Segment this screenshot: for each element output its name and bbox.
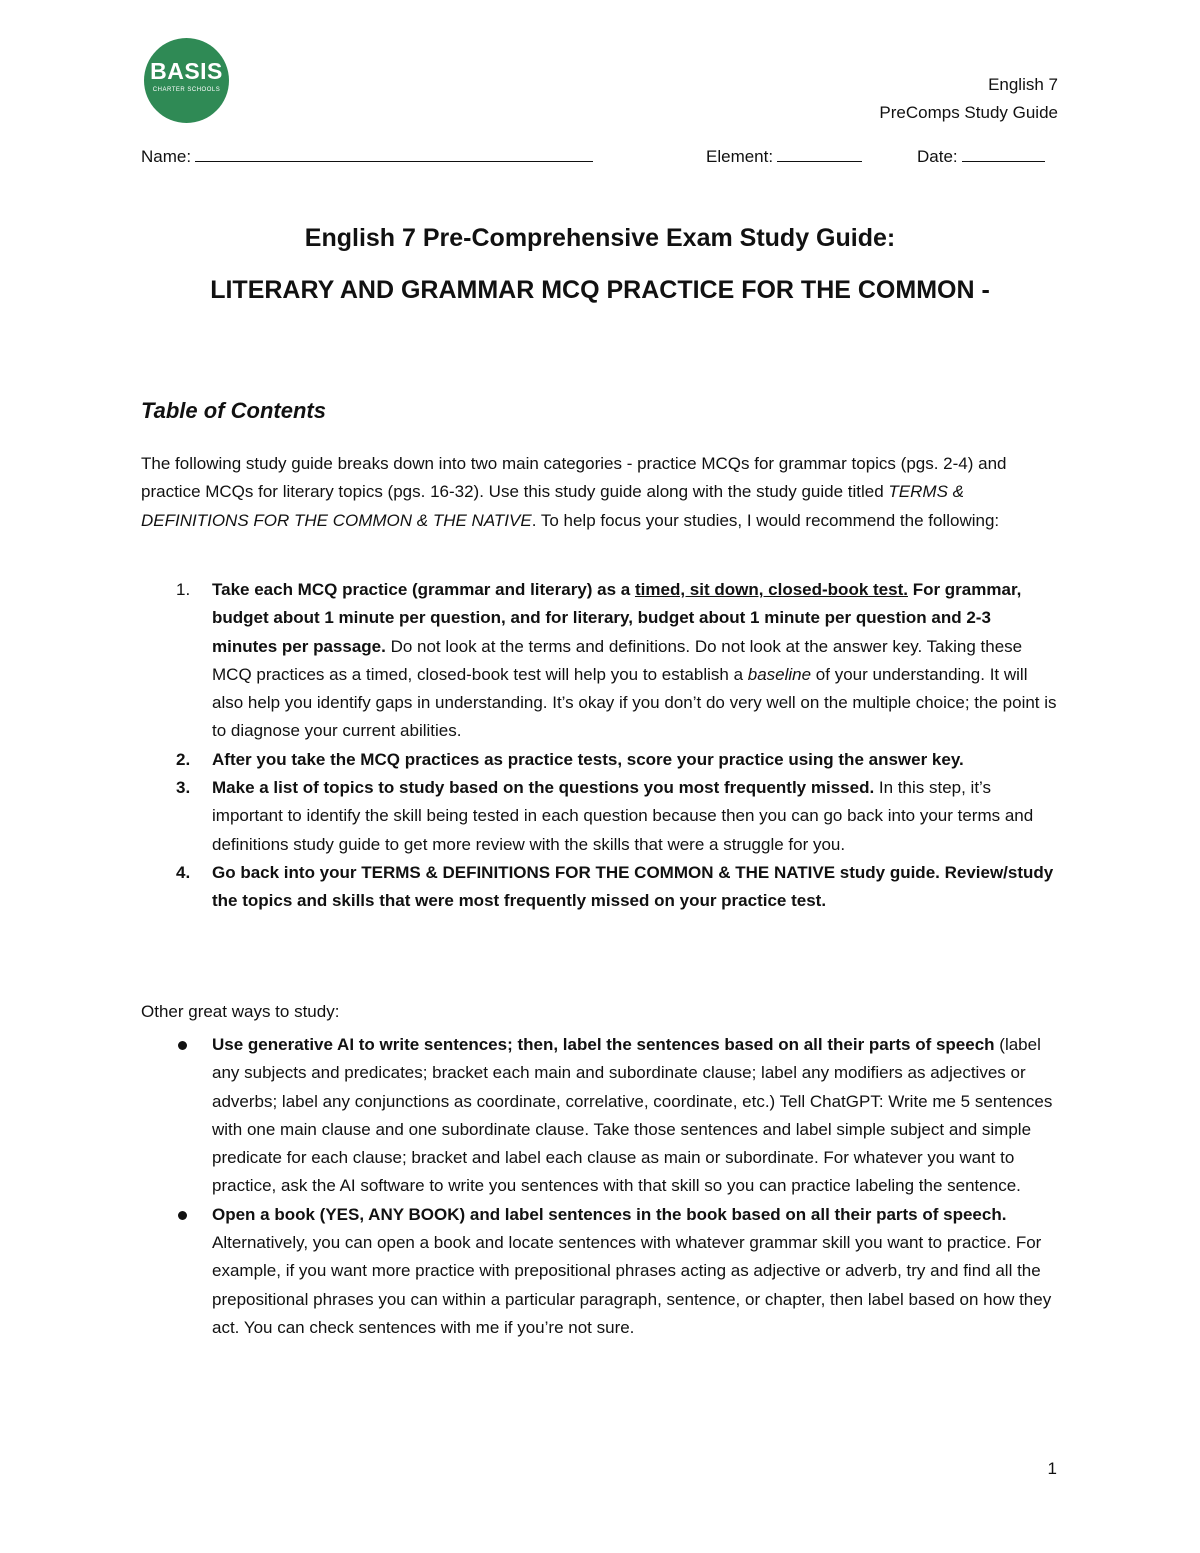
page-number: 1 xyxy=(1047,1459,1057,1478)
intro-text: The following study guide breaks down into two main categories - practice MCQs for grammar topics (pgs. 2-4) and practice MCQs for literary topics (pgs. 16-32). Use this study guide along with the study guide titled xyxy=(141,454,1007,502)
step-italic-text: baseline xyxy=(747,664,812,684)
step-number: 4. xyxy=(176,862,191,882)
student-info-row xyxy=(141,145,1058,173)
study-steps-list xyxy=(141,576,1059,916)
step-bold-text: After you take the MCQ practices as practice tests, score your practice using the answer key. xyxy=(212,749,964,769)
date-blank[interactable] xyxy=(962,145,1045,162)
toc-heading: Table of Contents xyxy=(141,398,326,423)
header-guide-name: PreComps Study Guide xyxy=(879,103,1058,122)
step-number: 1. xyxy=(176,580,191,599)
step-text: of your understanding. It will also help you identify gaps in understanding. It’s okay if you don’t do very well on the multiple choice; the point is to diagnose your current abilities. xyxy=(212,664,1057,741)
element-blank[interactable] xyxy=(777,145,862,162)
tip-item xyxy=(141,1201,1059,1342)
name-field[interactable] xyxy=(141,145,593,167)
date-label: Date: xyxy=(917,147,958,166)
document-title: English 7 Pre-Comprehensive Exam Study Guide: xyxy=(304,224,896,252)
step-bold-text: Go back into your TERMS & DEFINITIONS FOR THE COMMON & THE NATIVE study guide. Review/study the topics and skills that were most frequently missed on your practice test. xyxy=(212,862,1054,911)
step-item xyxy=(141,859,1059,916)
step-text: Do not look at the terms and definitions. Do not look at the answer key. Taking these MCQ practices as a timed, closed-book test will help you to establish a xyxy=(212,636,1023,684)
step-number: 2. xyxy=(176,749,191,769)
step-text: In this step, it’s important to identify the skill being tested in each question because then you can go back into your terms and definitions study guide to get more review with the skills that were a struggle for you. xyxy=(212,778,1034,854)
logo-subtext: CHARTER SCHOOLS xyxy=(152,87,221,93)
document-subtitle: LITERARY AND GRAMMAR MCQ PRACTICE FOR THE COMMON - xyxy=(210,276,990,304)
tip-text: Alternatively, you can open a book and locate sentences with whatever grammar skill you want to practice. For example, if you want more practice with prepositional phrases acting as adjective or adverb, try and find all the prepositional phrases you can within a particular paragraph, sentence, or chapter, then label based on how they act. You can check sentences with me if you’re not sure. xyxy=(212,1233,1052,1337)
step-bold-text: For grammar, budget about 1 minute per question, and for literary, budget about 1 minute per question and 2-3 minutes per passage. xyxy=(212,580,1022,656)
name-label: Name: xyxy=(141,147,192,166)
logo-text: BASIS xyxy=(150,58,223,84)
step-bold-text: Take each MCQ practice (grammar and literary) as a xyxy=(212,580,635,599)
tip-bold-text: Use generative AI to write sentences; then, label the sentences based on all their parts of speech xyxy=(212,1035,995,1054)
header-course: English 7 xyxy=(988,75,1058,94)
tip-bold-text: Open a book (YES, ANY BOOK) and label sentences in the book based on all their parts of speech. xyxy=(212,1204,1007,1224)
other-ways-heading: Other great ways to study: xyxy=(141,1002,340,1021)
intro-guide-title: TERMS & DEFINITIONS FOR THE COMMON & THE NATIVE xyxy=(141,482,964,530)
bullet-icon xyxy=(178,1041,187,1050)
basis-logo xyxy=(144,38,229,123)
study-tips-list xyxy=(141,1031,1059,1342)
step-underlined-text: timed, sit down, closed-book test. xyxy=(634,580,908,599)
name-blank[interactable] xyxy=(195,145,593,162)
element-field[interactable] xyxy=(706,145,862,167)
step-number: 3. xyxy=(176,778,191,798)
step-item xyxy=(141,774,1059,859)
intro-text-end: . To help focus your studies, I would recommend the following: xyxy=(531,510,1000,530)
bullet-icon xyxy=(178,1211,187,1220)
step-item xyxy=(141,576,1059,746)
intro-paragraph xyxy=(141,450,1059,535)
step-item xyxy=(141,746,1059,774)
element-label: Element: xyxy=(706,147,774,166)
step-bold-text: Make a list of topics to study based on the questions you most frequently missed. xyxy=(212,778,875,798)
date-field[interactable] xyxy=(917,145,1045,167)
tip-item xyxy=(141,1031,1059,1201)
tip-text: (label any subjects and predicates; bracket each main and subordinate clause; label any modifiers as adjectives or adverbs; label any conjunctions as coordinate, correlative, coordinate, etc.) Tell ChatGPT: Write me 5 sentences with one main clause and one subordinate clause. Take those sentences and label simple subject and simple predicate for each clause; bracket and label each clause as main or subordinate. For whatever you want to practice, ask the AI software to write you sentences with that skill so you can practice labeling the sentence. xyxy=(212,1035,1053,1196)
